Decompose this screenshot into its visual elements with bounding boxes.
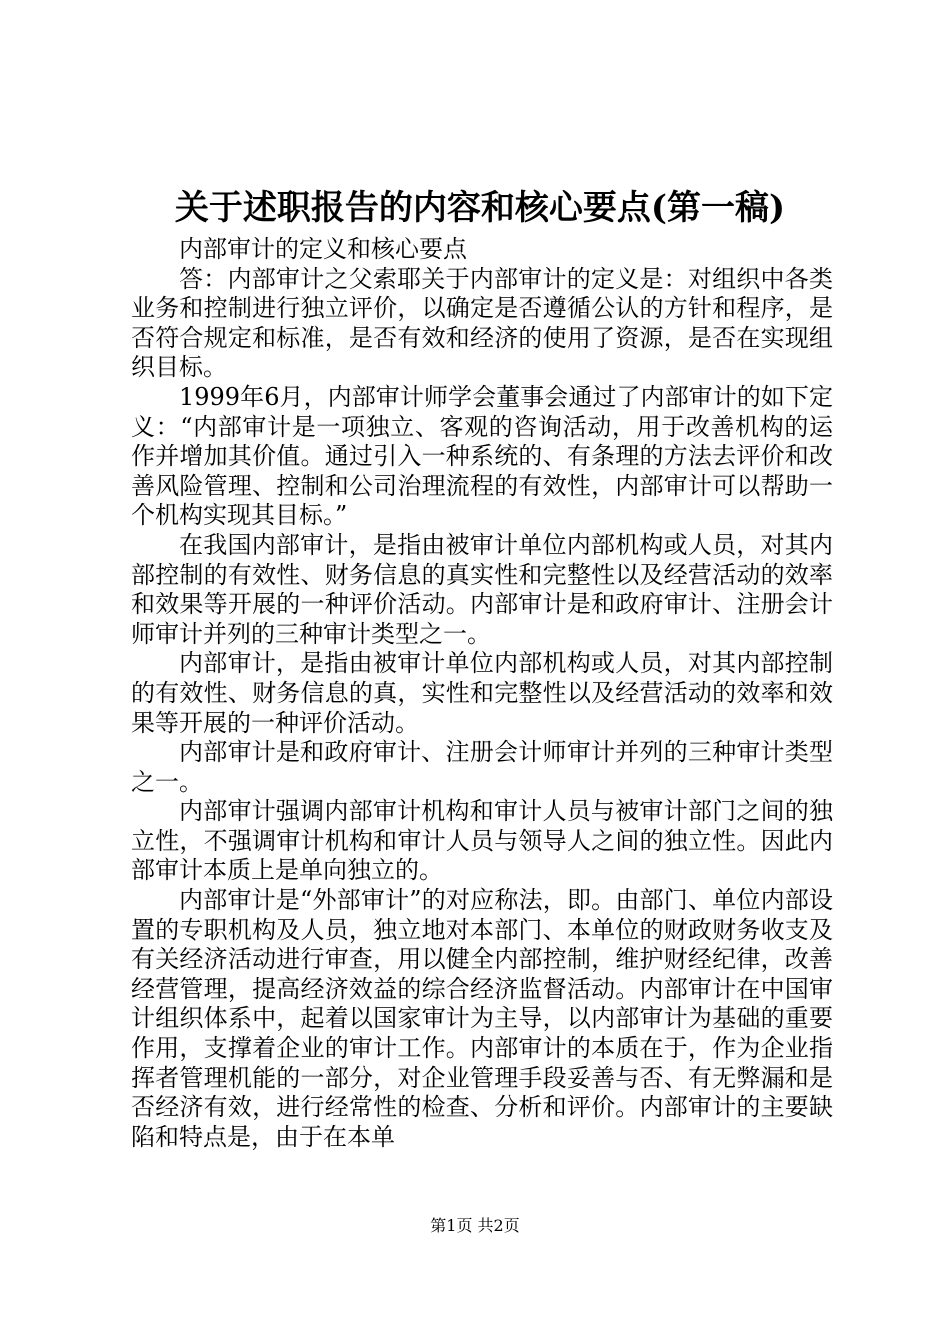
document-title: 关于述职报告的内容和核心要点(第一稿)	[174, 188, 786, 228]
paragraph: 内部审计，是指由被审计单位内部机构或人员，对其内部控制的有效性、财务信息的真，实性和完整性以及经营活动的效率和效果等开展的一种评价活动。	[131, 649, 833, 737]
paragraph: 内部审计强调内部审计机构和审计人员与被审计部门之间的独立性，不强调审计机构和审计人员与领导人之间的独立性。因此内部审计本质上是单向独立的。	[131, 797, 833, 885]
paragraph: 答：内部审计之父索耶关于内部审计的定义是：对组织中各类业务和控制进行独立评价，以确定是否遵循公认的方针和程序，是否符合规定和标准，是否有效和经济的使用了资源，是否在实现组织目标。	[131, 264, 833, 382]
paragraph-heading: 内部审计的定义和核心要点	[179, 235, 467, 263]
document-body	[131, 235, 833, 1152]
page-number-footer: 第1页 共2页	[430, 1216, 520, 1235]
paragraph: 1999年6月，内部审计师学会董事会通过了内部审计的如下定义：“内部审计是一项独立、客观的咨询活动，用于改善机构的运作并增加其价值。通过引入一种系统的、有条理的方法去评价和改善风险管理、控制和公司治理流程的有效性，内部审计可以帮助一个机构实现其目标。”	[131, 382, 833, 530]
paragraph: 在我国内部审计，是指由被审计单位内部机构或人员，对其内部控制的有效性、财务信息的真实性和完整性以及经营活动的效率和效果等开展的一种评价活动。内部审计是和政府审计、注册会计师审计并列的三种审计类型之一。	[131, 530, 833, 648]
paragraph: 内部审计是和政府审计、注册会计师审计并列的三种审计类型之一。	[131, 738, 833, 796]
paragraph: 内部审计是“外部审计”的对应称法，即。由部门、单位内部设置的专职机构及人员，独立地对本部门、本单位的财政财务收支及有关经济活动进行审查，用以健全内部控制，维护财经纪律，改善经营管理，提高经济效益的综合经济监督活动。内部审计在中国审计组织体系中，起着以国家审计为主导，以内部审计为基础的重要作用，支撑着企业的审计工作。内部审计的本质在于，作为企业指挥者管理机能的一部分，对企业管理手段妥善与否、有无弊漏和是否经济有效，进行经常性的检查、分析和评价。内部审计的主要缺陷和特点是，由于在本单	[131, 886, 833, 1151]
